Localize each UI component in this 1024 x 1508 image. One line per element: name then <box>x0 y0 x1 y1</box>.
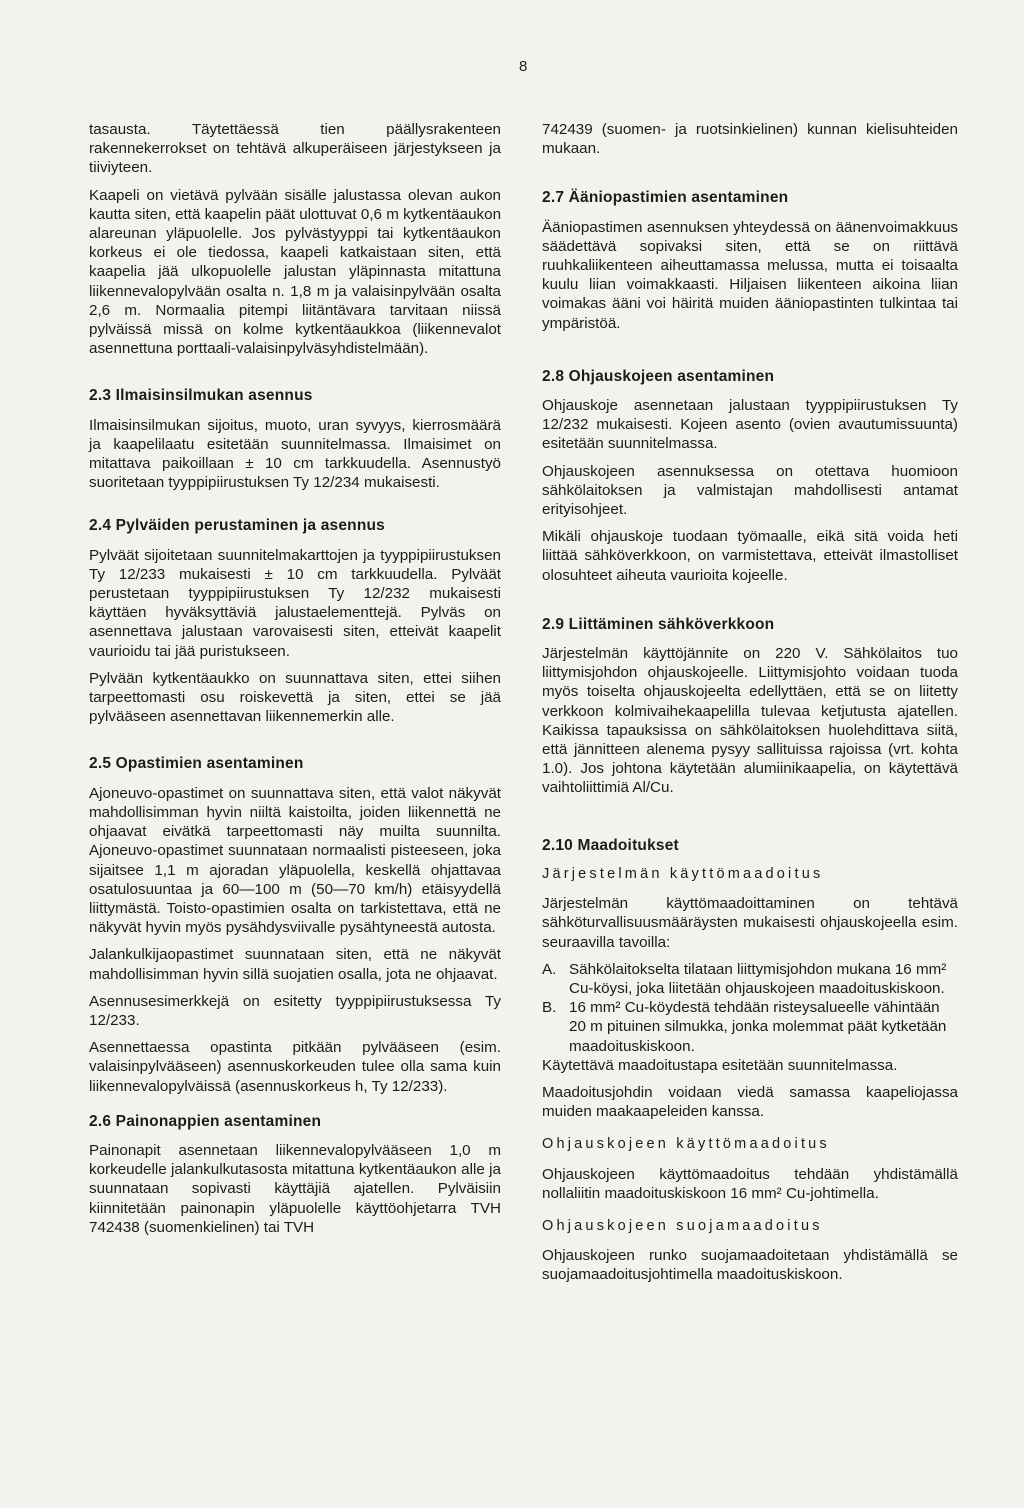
paragraph: Pylvään kytkentäaukko on suunnattava siten, ettei siihen tarpeettomasti osu roiskevettä ja siten, ettei se jää pylvääseen asennettavan liikennemerkin alle. <box>89 669 501 726</box>
paragraph: Ohjauskojeen asennuksessa on otettava huomioon sähkölaitoksen ja valmistajan mahdollisesti antamat erityisohjeet. <box>542 462 958 519</box>
paragraph: Järjestelmän käyttöjännite on 220 V. Sähkölaitos tuo liittymisjohdon ohjauskojeelle. Liittymisjohto voidaan tuoda myös toiselta ohjauskojeelta edellyttäen, että se on liitetty verkkoon kolmivaihekaapelilla tulevaa ketjutusta ajatellen. Kaikissa tapauksissa on sähkölaitoksen huolehdittava siitä, että jännitteen alenema pysyy sallituissa rajoissa (vrt. kohta 1.0). Jos johtona käytetään alumiinikaapelia, on käytettävä vaihtoliittimiä Al/Cu. <box>542 645 958 797</box>
subheading: Ohjauskojeen käyttömaadoitus <box>542 1136 830 1153</box>
paragraph: Käytettävä maadoitustapa esitetään suunnitelmassa. <box>542 1056 898 1074</box>
list-marker: A. <box>542 960 557 978</box>
paragraph: Maadoitusjohdin voidaan viedä samassa kaapeliojassa muiden maakaapeleiden kanssa. <box>542 1083 958 1121</box>
paragraph: Järjestelmän käyttömaadoittaminen on tehtävä sähköturvallisuusmääräysten mukaisesti ohjauskojeella esim. seuraavilla tavoilla: <box>542 895 958 951</box>
paragraph: 742439 (suomen- ja ruotsinkielinen) kunnan kielisuhteiden mukaan. <box>542 121 958 158</box>
section-heading-2-5: 2.5 Opastimien asentaminen <box>89 755 304 773</box>
list-item-text: 16 mm² Cu-köydestä tehdään risteysalueelle vähintään 20 m pituinen silmukka, jonka molemmat päät kytketään maadoituskiskoon. <box>569 999 947 1055</box>
paragraph: Kaapeli on vietävä pylvään sisälle jalustassa olevan aukon kautta siten, että kaapelin päät ulottuvat 0,6 m kytkentäaukon alareunan yläpuolelle. Jos pylvästyyppi tai kytkentäaukon korkeus ei ole tiedossa, kaapeli katkaistaan siten, että kaapelia jää ulkopuolelle jalustan yläpinnasta mitattuna liikennevalopylvään osalta n. 1,8 m ja valaisinpylvään osalta 2,6 m. Normaalia pitempi liitäntävara tarvitaan niissä pylväissä missä on kolme kytkentäaukkoa (liikennevalot asennettuna porttaali-valaisinpylväsyhdistelmään). <box>89 186 502 358</box>
list-item <box>542 960 958 998</box>
left-column <box>89 120 501 1245</box>
paragraph: Painonapit asennetaan liikennevalopylvääseen 1,0 m korkeudelle jalankulkutasosta mitattuna kytkentäaukon alle ja suunnataan sopivasti käyttäjiä ajatellen. Pylväisiin kiinnitetään painonapin yläpuolelle käyttöohjetarra TVH 742438 (suomenkielinen) tai TVH <box>89 1141 501 1236</box>
section-heading-2-4: 2.4 Pylväiden perustaminen ja asennus <box>89 517 385 535</box>
section-heading-2-6: 2.6 Painonappien asentaminen <box>89 1112 322 1130</box>
paragraph: Pylväät sijoitetaan suunnitelmakarttojen ja tyyppipiirustuksen Ty 12/233 mukaisesti ± 10 cm tarkkuudella. Pylväät perustetaan tyyppipiirustuksen Ty 12/232 mukaisesti käyttäen hyväksyttäviä jalustaelementtejä. Pylväs on asennettava jalustaan varovaisesti siten, etteivät kaapelit vaurioidu tai jää puristukseen. <box>89 546 501 660</box>
subheading: Järjestelmän käyttömaadoitus <box>542 865 824 882</box>
subheading: Ohjauskojeen suojamaadoitus <box>542 1217 823 1234</box>
paragraph: Ohjauskoje asennetaan jalustaan tyyppipiirustuksen Ty 12/232 mukaisesti. Kojeen asento (ovien avautumissuunta) esitetään suunnitelmassa. <box>542 397 958 453</box>
paragraph: Asennusesimerkkejä on esitetty tyyppipiirustuksessa Ty 12/233. <box>89 992 501 1029</box>
section-heading-2-3: 2.3 Ilmaisinsilmukan asennus <box>89 387 313 405</box>
list-marker: B. <box>542 999 557 1017</box>
paragraph: Mikäli ohjauskoje tuodaan työmaalle, eikä sitä voida heti liittää sähköverkkoon, on varmistettava, etteivät ilmastolliset olosuhteet aiheuta vaurioita kojeelle. <box>542 528 958 584</box>
section-heading-2-10: 2.10 Maadoitukset <box>542 836 679 854</box>
section-heading-2-7: 2.7 Ääniopastimien asentaminen <box>542 189 789 207</box>
paragraph: Ohjauskojeen runko suojamaadoitetaan yhdistämällä se suojamaadoitusjohtimella maadoituskiskoon. <box>542 1247 958 1284</box>
paragraph: Ohjauskojeen käyttömaadoitus tehdään yhdistämällä nollaliitin maadoituskiskoon 16 mm² Cu-johtimella. <box>542 1165 958 1202</box>
list-item <box>542 998 958 1056</box>
paragraph: Ajoneuvo-opastimet on suunnattava siten, että valot näkyvät mahdollisimman hyvin niiltä kaistoilta, joiden liikennettä ne ohjaavat eivätkä tarpeettomasti näy muilta suunnilta. Ajoneuvo-opastimet suunnataan normaalisti pisteeseen, joka sijaitsee 1,1 m ajoradan yläpuolella, keskellä ohjattavaa osatulosuuntaa ja 60—100 m (50—70 km/h) etäisyydellä liittymästä. Toisto-opastimien osalta on tarkistettava, että ne näkyvät hyvin myös pysähdysviivalle pysähtyneestä autosta. <box>89 784 501 937</box>
paragraph: Ilmaisinsilmukan sijoitus, muoto, uran syvyys, kierrosmäärä ja kaapelilaatu esitetään suunnitelmassa. Ilmaisimet on mitattava paikoillaan ± 10 cm tarkkuudella. Asennustyö suoritetaan tyyppipiirustuksen Ty 12/234 mukaisesti. <box>89 416 501 492</box>
page-number: 8 <box>519 58 528 75</box>
paragraph: Ääniopastimen asennuksen yhteydessä on äänenvoimakkuus säädettävä sopivaksi siten, että se on riittävä ruuhkaliikenteen aiheuttamassa melussa, mutta ei toisaalta kuulu liian voimakkaasti. Hiljaisen liikenteen aikoina liian voimakas ääni voi häiritä muiden ääniopastinten tulkintaa tai ympäristöä. <box>542 218 958 332</box>
list-item-text: Sähkölaitokselta tilataan liittymisjohdon mukana 16 mm² Cu-köysi, joka liitetään ohjauskojeen maadoituskiskoon. <box>569 960 947 997</box>
paragraph: Jalankulkijaopastimet suunnataan siten, että ne näkyvät mahdollisimman hyvin sillä suojatien osalla, jota ne ohjaavat. <box>89 946 501 983</box>
section-heading-2-8: 2.8 Ohjauskojeen asentaminen <box>542 367 775 385</box>
section-heading-2-9: 2.9 Liittäminen sähköverkkoon <box>542 615 775 633</box>
right-column <box>542 120 958 1293</box>
paragraph: tasausta. Täytettäessä tien päällysrakenteen rakennekerrokset on tehtävä alkuperäiseen järjestykseen ja tiiviyteen. <box>89 121 501 177</box>
paragraph: Asennettaessa opastinta pitkään pylvääseen (esim. valaisinpylvääseen) asennuskorkeuden tulee olla sama kuin liikennevalopylväissä (asennuskorkeus h, Ty 12/233). <box>89 1039 501 1095</box>
